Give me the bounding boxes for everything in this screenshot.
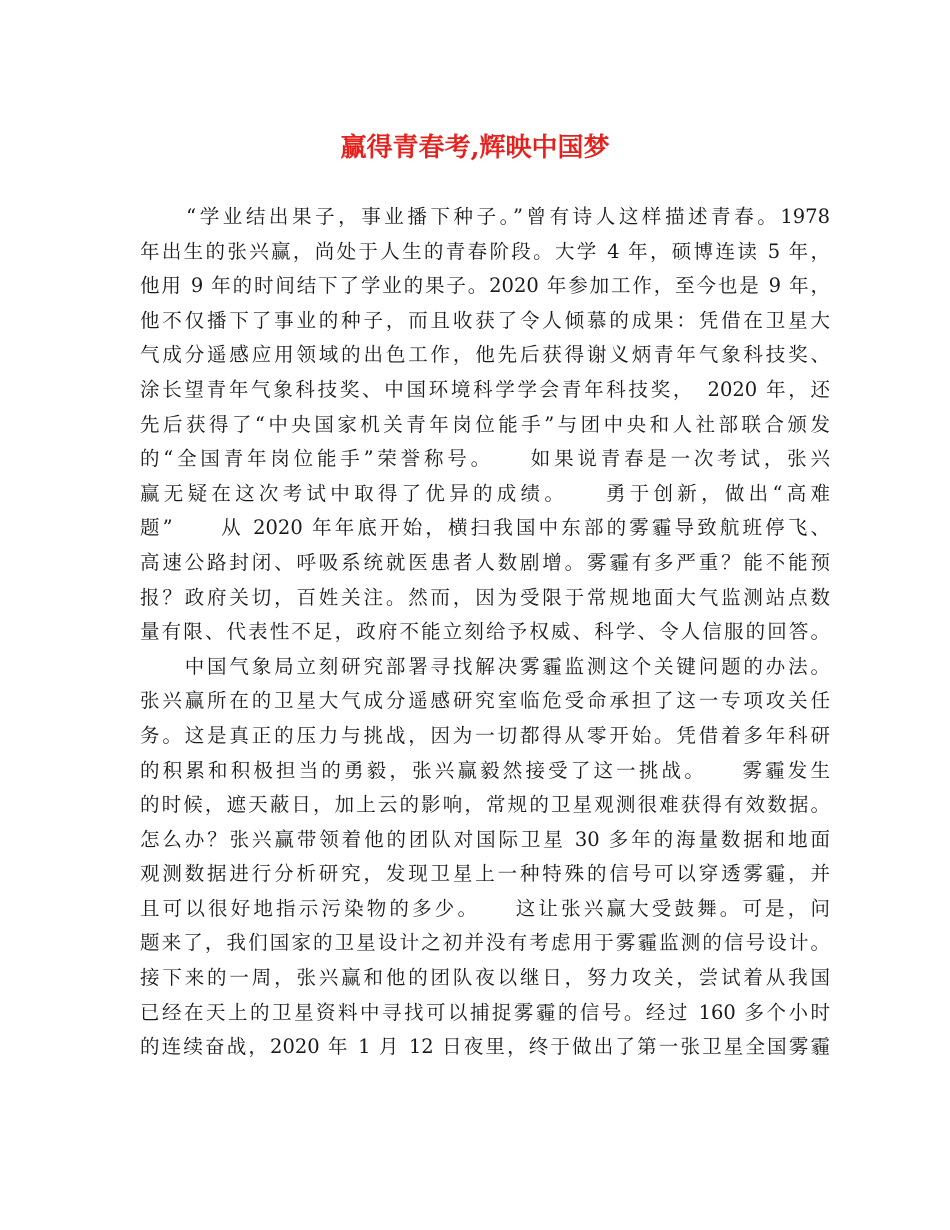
body-line: 的连续奋战，2020 年 1 月 12 日夜里，终于做出了第一张卫星全国雾霾 [140,1035,830,1059]
body-line: 题” 从 2020 年年底开始，横扫我国中东部的雾霾导致航班停飞、 [140,516,830,540]
body-line: 赢无疑在这次考试中取得了优异的成绩。 勇于创新，做出“高难 [140,481,830,505]
article-body [140,200,830,1065]
body-line: 题来了，我们国家的卫星设计之初并没有考虑用于雾霾监测的信号设计。 [140,931,830,955]
body-line: 年出生的张兴赢，尚处于人生的青春阶段。大学 4 年，硕博连读 5 年， [140,239,830,263]
body-line: 的时候，遮天蔽日，加上云的影响，常规的卫星观测很难获得有效数据。 [140,793,830,817]
body-line: 务。这是真正的压力与挑战，因为一切都得从零开始。凭借着多年科研 [140,723,830,747]
body-line: 高速公路封闭、呼吸系统就医患者人数剧增。雾霾有多严重？能不能预 [140,550,830,574]
body-line: 已经在天上的卫星资料中寻找可以捕捉雾霾的信号。经过 160 多个小时 [140,1000,830,1024]
body-line: “学业结出果子，事业播下种子。”曾有诗人这样描述青春。1978 [140,205,830,228]
body-line: 涂长望青年气象科技奖、中国环境科学学会青年科技奖， 2020 年，还 [140,377,830,401]
body-line: 的积累和积极担当的勇毅，张兴赢毅然接受了这一挑战。 雾霾发生 [140,758,830,782]
body-line: 接下来的一周，张兴赢和他的团队夜以继日，努力攻关，尝试着从我国 [140,966,830,990]
body-line: 中国气象局立刻研究部署寻找解决雾霾监测这个关键问题的办法。 [140,654,830,678]
body-line: 气成分遥感应用领域的出色工作，他先后获得谢义炳青年气象科技奖、 [140,343,830,367]
body-line: 量有限、代表性不足，政府不能立刻给予权威、科学、令人信服的回答。 [140,620,830,644]
body-line: 怎么办？张兴赢带领着他的团队对国际卫星 30 多年的海量数据和地面 [140,827,830,851]
body-line: 报？政府关切，百姓关注。然而，因为受限于常规地面大气监测站点数 [140,585,830,609]
body-line: 他用 9 年的时间结下了学业的果子。2020 年参加工作，至今也是 9 年， [140,274,830,298]
body-line: 的“全国青年岗位能手”荣誉称号。 如果说青春是一次考试，张兴 [140,447,830,471]
body-line: 且可以很好地指示污染物的多少。 这让张兴赢大受鼓舞。可是，问 [140,896,830,920]
body-line: 张兴赢所在的卫星大气成分遥感研究室临危受命承担了这一专项攻关任 [140,689,830,713]
body-line: 他不仅播下了事业的种子，而且收获了令人倾慕的成果：凭借在卫星大 [140,308,830,332]
page-title: 赢得青春考,辉映中国梦 [340,133,610,163]
body-line: 观测数据进行分析研究，发现卫星上一种特殊的信号可以穿透雾霾，并 [140,862,830,886]
body-line: 先后获得了“中央国家机关青年岗位能手”与团中央和人社部联合颁发 [140,412,830,436]
